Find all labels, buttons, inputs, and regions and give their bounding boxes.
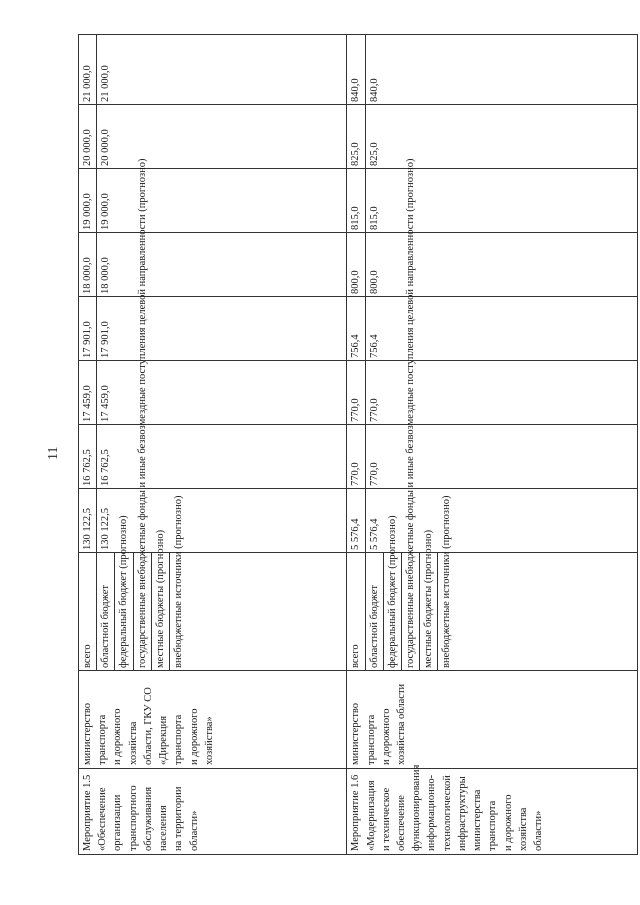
amount-value: 16 762,5 bbox=[100, 449, 112, 486]
page-number: 11 bbox=[46, 446, 61, 460]
funding-source-label: внебюджетные источники (прогнозно) bbox=[173, 495, 185, 668]
funding-source-label: государственные внебюджетные фонды и иные безвозмездные поступления целевой направленности (прогнозно) bbox=[134, 553, 152, 670]
amount-value: 18 000,0 bbox=[100, 257, 112, 294]
funding-source-label: государственные внебюджетные фонды и иные безвозмездные поступления целевой направленности (прогнозно) bbox=[402, 553, 420, 670]
funding-source-label: федеральный бюджет (прогнозно) bbox=[115, 553, 133, 670]
amount-value: 20 000,0 bbox=[100, 129, 112, 166]
amount-value: 815,0 bbox=[347, 169, 365, 232]
amount-value: 21 000,0 bbox=[79, 35, 97, 104]
table-row bbox=[347, 35, 638, 855]
amount-value: 18 000,0 bbox=[79, 233, 97, 296]
amount-cell bbox=[347, 425, 638, 489]
amount-value: 20 000,0 bbox=[79, 105, 97, 168]
amount-value: 16 762,5 bbox=[79, 425, 97, 488]
amount-cell bbox=[79, 35, 347, 105]
rotated-table-wrapper bbox=[78, 35, 638, 855]
amount-value: 5 576,4 bbox=[347, 489, 365, 552]
funding-source-label: областной бюджет bbox=[97, 553, 115, 670]
funding-source-label: областной бюджет bbox=[366, 553, 384, 670]
event-cell: Мероприятие 1.5 «Обеспечение организации транспортного обслуживания населения на территории области» bbox=[79, 769, 347, 855]
amount-cell bbox=[347, 169, 638, 233]
amount-value: 770,0 bbox=[347, 425, 365, 488]
funding-source-label: всего bbox=[79, 553, 97, 670]
amount-cell bbox=[79, 425, 347, 489]
amount-cell bbox=[347, 297, 638, 361]
amount-value: 17 901,0 bbox=[100, 321, 112, 358]
amount-cell bbox=[79, 361, 347, 425]
funding-source-label: местные бюджеты (прогнозно) bbox=[152, 553, 170, 670]
amount-value: 17 459,0 bbox=[100, 385, 112, 422]
amount-cell bbox=[347, 105, 638, 169]
amount-value: 130 122,5 bbox=[79, 489, 97, 552]
funding-source-label: всего bbox=[347, 553, 365, 670]
event-cell: Мероприятие 1.6 «Модернизация и техническое обеспечение функционирования информационно- технологической инфраструктуры министерства транспорта и дорожного хозяйства области» bbox=[347, 769, 638, 855]
amount-value: 840,0 bbox=[347, 35, 365, 104]
amount-value: 756,4 bbox=[368, 334, 380, 358]
amount-value: 21 000,0 bbox=[100, 65, 112, 102]
funding-source-label: местные бюджеты (прогнозно) bbox=[420, 553, 438, 670]
amount-value: 770,0 bbox=[347, 361, 365, 424]
amount-value: 800,0 bbox=[368, 270, 380, 294]
amount-value: 5 576,4 bbox=[368, 518, 380, 550]
amount-cell bbox=[79, 169, 347, 233]
funding-source-label: внебюджетные источники (прогнозно) bbox=[441, 495, 453, 668]
amount-cell bbox=[347, 233, 638, 297]
amount-value: 825,0 bbox=[368, 142, 380, 166]
amount-value: 19 000,0 bbox=[100, 193, 112, 230]
amount-value: 17 901,0 bbox=[79, 297, 97, 360]
amount-value: 17 459,0 bbox=[79, 361, 97, 424]
funding-source-label: федеральный бюджет (прогнозно) bbox=[384, 553, 402, 670]
amount-value: 840,0 bbox=[368, 78, 380, 102]
amount-value: 815,0 bbox=[368, 206, 380, 230]
executor-cell: министерство транспорта и дорожного хозяйства области, ГКУ СО «Дирекция транспорта и дорожного хозяйства» bbox=[79, 671, 347, 769]
amount-value: 19 000,0 bbox=[79, 169, 97, 232]
amount-value: 825,0 bbox=[347, 105, 365, 168]
amount-value: 130 122,5 bbox=[100, 508, 112, 550]
amount-cell bbox=[79, 233, 347, 297]
amount-value: 770,0 bbox=[368, 462, 380, 486]
amount-value: 800,0 bbox=[347, 233, 365, 296]
table-row bbox=[79, 35, 347, 855]
amount-value: 770,0 bbox=[368, 398, 380, 422]
amount-cell bbox=[347, 361, 638, 425]
amount-cell bbox=[347, 35, 638, 105]
amount-cell bbox=[79, 297, 347, 361]
executor-cell: министерство транспорта и дорожного хозяйства области bbox=[347, 671, 638, 769]
amount-cell bbox=[79, 105, 347, 169]
budget-table bbox=[78, 34, 638, 855]
amount-value: 756,4 bbox=[347, 297, 365, 360]
